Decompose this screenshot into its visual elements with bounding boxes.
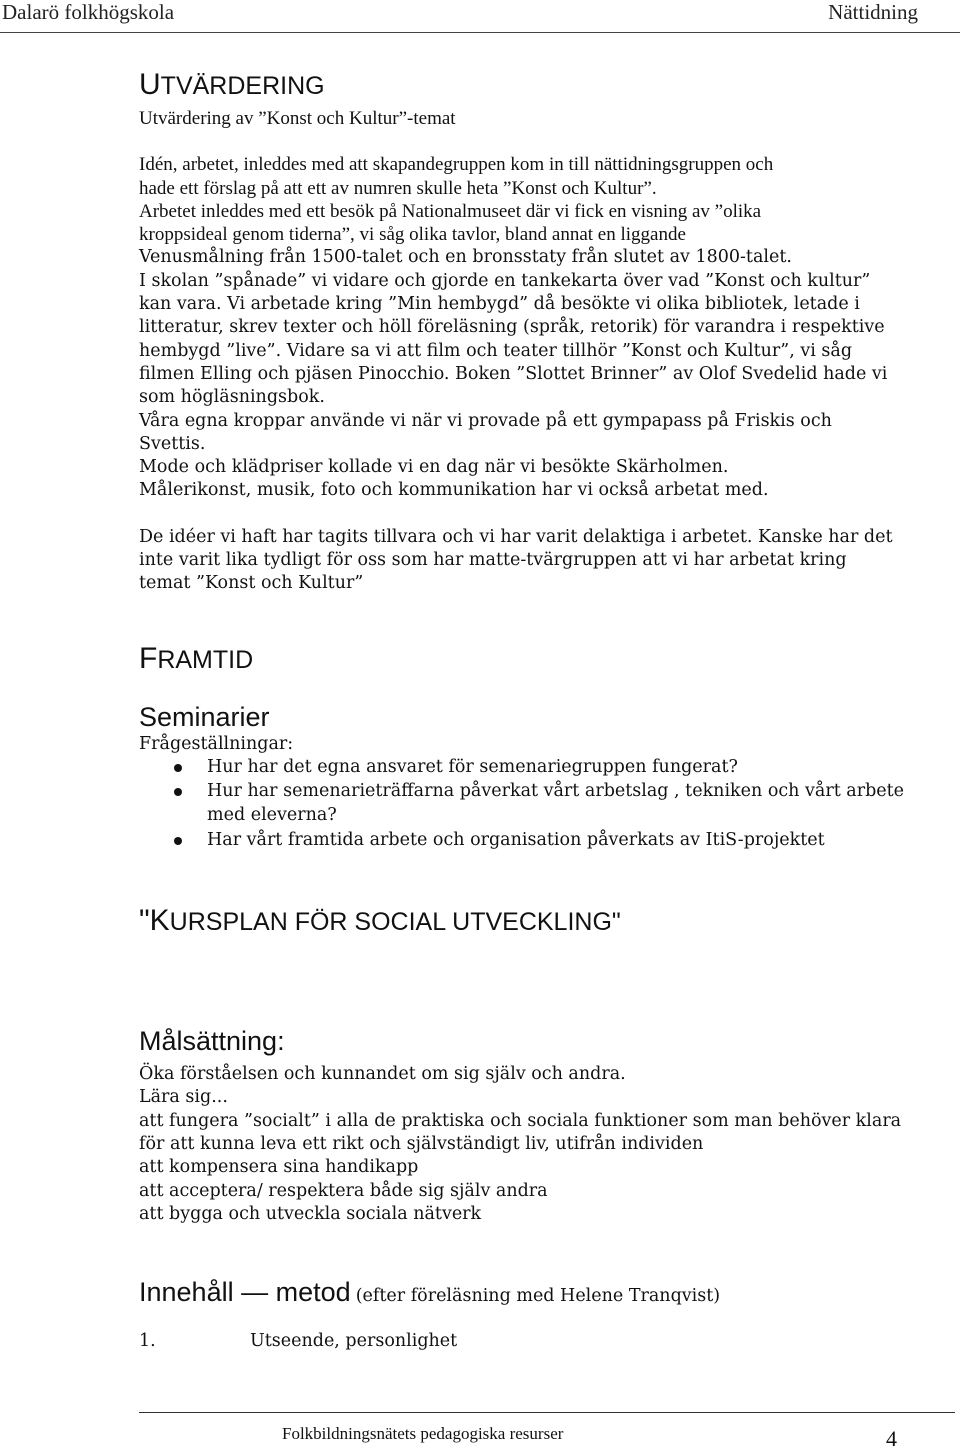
kursplan-heading: "KURSPLAN FÖR SOCIAL UTVECKLING": [139, 904, 621, 938]
text-line: Våra egna kroppar använde vi när vi provade på ett gympapass på Friskis och: [139, 410, 832, 431]
innehall-heading: [139, 1276, 919, 1312]
utvardering-subtitle: Utvärdering av ”Konst och Kultur”-temat: [139, 108, 456, 129]
text-line: hembygd ”live”. Vidare sa vi att film och teater tillhör ”Konst och Kultur”, vi såg: [139, 340, 853, 361]
item-number: 1.: [139, 1331, 156, 1352]
text-line: filmen Elling och pjäsen Pinocchio. Boken ”Slottet Brinner” av Olof Svedelid hade vi: [139, 363, 888, 384]
list-item: [139, 756, 919, 779]
innehall-item: [139, 1330, 919, 1353]
text-line: Idén, arbetet, inleddes med att skapandegruppen kom in till nättidningsgruppen och: [139, 154, 774, 176]
text-line: Mode och klädpriser kollade vi en dag när vi besökte Skärholmen.: [139, 457, 729, 478]
questions-list: [139, 756, 919, 852]
seminarier-title: Seminarier: [139, 701, 270, 732]
text-line: som högläsningsbok.: [139, 387, 325, 408]
questions-label: Frågeställningar:: [139, 733, 294, 754]
footer-text: Folkbildningsnätets pedagogiska resurser: [282, 1424, 564, 1443]
text-line: Öka förståelsen och kunnandet om sig själv och andra.: [139, 1064, 626, 1085]
text-line: Svettis.: [139, 433, 206, 454]
utvardering-conclusion: [139, 526, 919, 596]
text-line: Venusmålning från 1500-talet och en bronsstaty från slutet av 1800-talet.: [139, 247, 792, 268]
text-line: kroppsideal genom tiderna”, vi såg olika tavlor, bland annat en liggande: [139, 224, 686, 246]
malsattning-body: [139, 1063, 919, 1226]
text-line: Hur har det egna ansvaret för semenariegruppen fungerat?: [207, 756, 738, 777]
text-line: att bygga och utveckla sociala nätverk: [139, 1203, 482, 1224]
list-item: [139, 829, 919, 852]
text-line: Lära sig...: [139, 1087, 228, 1108]
page-header: [0, 0, 960, 32]
text-line: litteratur, skrev texter och höll föreläsning (språk, retorik) för varandra i respektive: [139, 317, 885, 338]
text-line: hade ett förslag på att ett av numren skulle heta ”Konst och Kultur”.: [139, 177, 657, 199]
publication-name: Nättidning: [828, 0, 918, 24]
text-line: Arbetet inleddes med ett besök på Nationalmuseet där vi fick en visning av ”olika: [139, 200, 762, 222]
text-line: inte varit lika tydligt för oss som har matte-tvärgruppen att vi har arbetat kring: [139, 550, 847, 571]
text-line: I skolan ”spånade” vi vidare och gjorde en tankekarta över vad ”Konst och kultur”: [139, 270, 871, 291]
utvardering-intro: [139, 153, 919, 200]
text-line: kan vara. Vi arbetade kring ”Min hembygd” då besökte vi olika bibliotek, letade i: [139, 294, 860, 315]
text-line: Har vårt framtida arbete och organisation påverkats av ItiS-projektet: [207, 829, 825, 850]
text-line: att kompensera sina handikapp: [139, 1157, 419, 1178]
text-line: att fungera ”socialt” i alla de praktiska och sociala funktioner som man behöver klara: [139, 1110, 902, 1131]
text-line: att acceptera/ respektera både sig själv andra: [139, 1180, 548, 1201]
text-line: med eleverna?: [207, 804, 337, 825]
list-item: [139, 780, 919, 827]
text-line: Hur har semenarieträffarna påverkat vårt arbetslag , tekniken och vårt arbete: [207, 781, 905, 802]
footer-rule: [139, 1412, 955, 1413]
malsattning-title: Målsättning:: [139, 1026, 285, 1057]
item-text: Utseende, personlighet: [250, 1331, 458, 1352]
utvardering-heading: UTVÄRDERING: [139, 68, 325, 101]
innehall-title: Innehåll — metod: [139, 1277, 351, 1308]
school-name: Dalarö folkhögskola: [2, 0, 175, 24]
bullet-icon: [174, 764, 182, 772]
text-line: De idéer vi haft har tagits tillvara och vi har varit delaktiga i arbetet. Kanske har det: [139, 526, 893, 547]
bullet-icon: [174, 788, 182, 796]
text-line: temat ”Konst och Kultur”: [139, 573, 364, 594]
document-content: [139, 68, 919, 1354]
text-line: för att kunna leva ett rikt och självständigt liv, utifrån individen: [139, 1134, 704, 1155]
page-footer: [0, 1412, 960, 1451]
framtid-heading: FRAMTID: [139, 641, 254, 675]
text-line: Målerikonst, musik, foto och kommunikation har vi också arbetat med.: [139, 480, 769, 501]
innehall-note: (efter föreläsning med Helene Tranqvist): [355, 1286, 721, 1307]
utvardering-body: [139, 200, 919, 503]
page-number: 4: [886, 1426, 897, 1451]
header-rule: [0, 32, 960, 33]
bullet-icon: [174, 837, 182, 845]
